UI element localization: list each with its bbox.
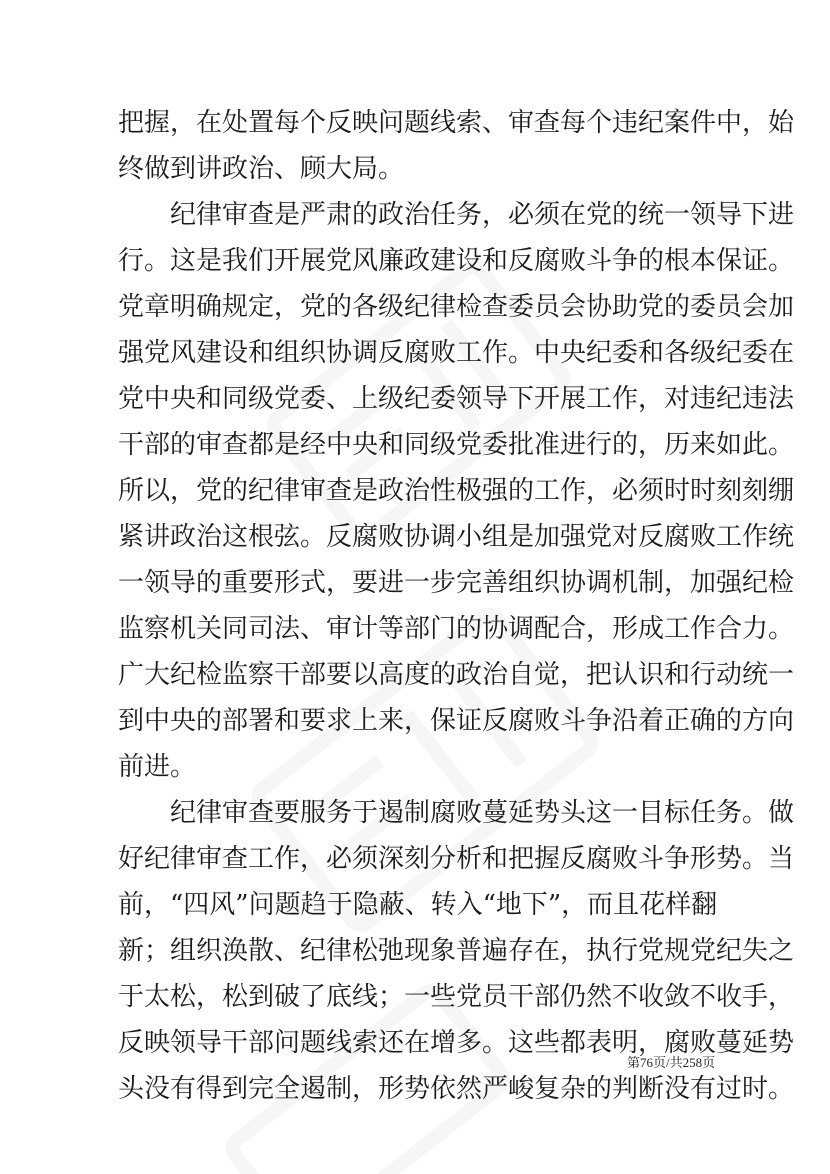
- text-line: 到中央的部署和要求上来，保证反腐败斗争沿着正确的方向: [118, 706, 795, 736]
- text-line: 新；组织涣散、纪律松弛现象普遍存在，执行党规党纪失之: [118, 936, 795, 966]
- text-line: 监察机关同司法、审计等部门的协调配合，形成工作合力。: [118, 614, 795, 644]
- page-number: 第76页/共258页: [627, 1055, 716, 1070]
- text-line: 终做到讲政治、顾大局。: [118, 154, 405, 184]
- body-text: [118, 100, 795, 1112]
- paragraph-start-line: 纪律审查是严肃的政治任务，必须在党的统一领导下进: [170, 200, 795, 230]
- text-line: 强党风建设和组织协调反腐败工作。中央纪委和各级纪委在: [118, 338, 795, 368]
- text-line: 党中央和同级党委、上级纪委领导下开展工作，对违纪违法: [118, 384, 795, 414]
- text-line: 头没有得到完全遏制，形势依然严峻复杂的判断没有过时。: [118, 1074, 795, 1104]
- text-line: 紧讲政治这根弦。反腐败协调小组是加强党对反腐败工作统: [118, 522, 795, 552]
- paragraph-start-line: 纪律审查要服务于遏制腐败蔓延势头这一目标任务。做: [170, 798, 795, 828]
- text-line: 反映领导干部问题线索还在增多。这些都表明，腐败蔓延势: [118, 1028, 795, 1058]
- text-line: 前，“四风”问题趋于隐蔽、转入“地下”，而且花样翻: [118, 890, 718, 920]
- text-line: 把握，在处置每个反映问题线索、审查每个违纪案件中，始: [118, 108, 795, 138]
- text-line: 所以，党的纪律审查是政治性极强的工作，必须时时刻刻绷: [118, 476, 795, 506]
- text-line: 一领导的重要形式，要进一步完善组织协调机制，加强纪检: [118, 568, 795, 598]
- text-line: 前进。: [118, 752, 197, 782]
- text-line: 广大纪检监察干部要以高度的政治自觉，把认识和行动统一: [118, 660, 795, 690]
- text-line: 党章明确规定，党的各级纪律检查委员会协助党的委员会加: [118, 292, 795, 322]
- text-line: 好纪律审查工作，必须深刻分析和把握反腐败斗争形势。当: [118, 844, 795, 874]
- text-line: 行。这是我们开展党风廉政建设和反腐败斗争的根本保证。: [118, 246, 795, 276]
- text-line: 于太松，松到破了底线；一些党员干部仍然不收敛不收手，: [118, 982, 795, 1012]
- text-line: 干部的审查都是经中央和同级党委批准进行的，历来如此。: [118, 430, 795, 460]
